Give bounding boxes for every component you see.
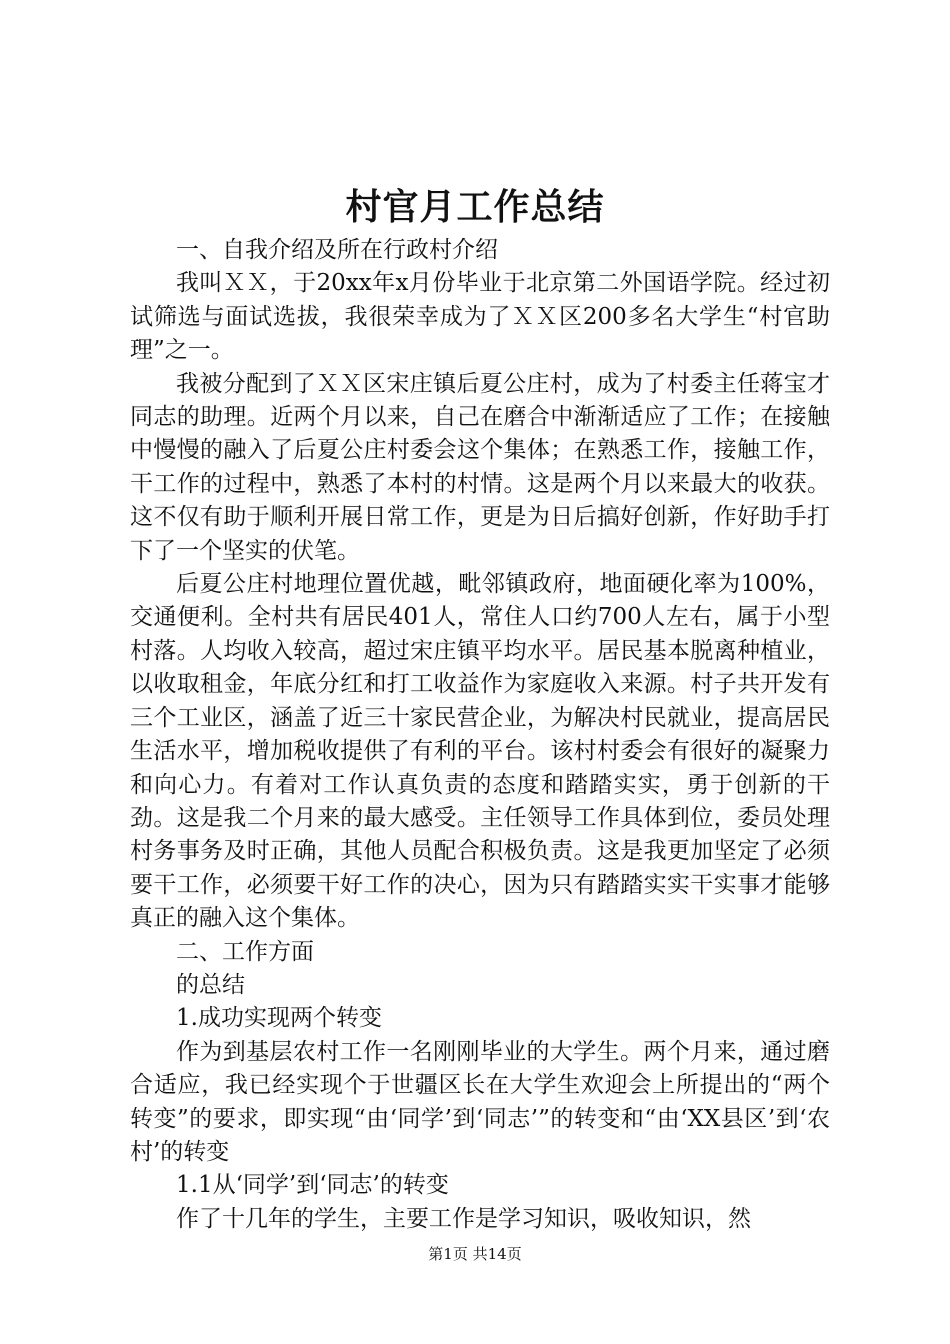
page-footer: 第1页 共14页 [428,1245,522,1263]
paragraph-two-transitions: 作为到基层农村工作一名刚刚毕业的大学生。两个月来，通过磨合适应，我已经实现个于世疆区长在大学生欢迎会上所提出的“两个转变”的要求，即实现“由‘同学’到‘同志’”的转变和“由‘XX县区’到‘农村’的转变 [130,1038,830,1165]
subheading-1-1: 1.1从‘同学’到‘同志’的转变 [176,1172,449,1199]
document-title: 村官月工作总结 [345,186,605,228]
subheading-1: 1.成功实现两个转变 [176,1005,382,1032]
paragraph-assignment: 我被分配到了ＸＸ区宋庄镇后夏公庄村，成为了村委主任蒋宝才同志的助理。近两个月以来，自己在磨合中渐渐适应了工作；在接触中慢慢的融入了后夏公庄村委会这个集体；在熟悉工作，接触工作，干工作的过程中，熟悉了本村的村情。这是两个月以来最大的收获。这不仅有助于顺利开展日常工作，更是为日后搞好创新，作好助手打下了一个坚实的伏笔。 [130,370,830,564]
section-heading-2-cont: 的总结 [176,971,245,998]
paragraph-student-years: 作了十几年的学生，主要工作是学习知识，吸收知识，然 [176,1205,751,1232]
paragraph-village-intro: 后夏公庄村地理位置优越，毗邻镇政府，地面硬化率为100%，交通便利。全村共有居民401人，常住人口约700人左右，属于小型村落。人均收入较高，超过宋庄镇平均水平。居民基本脱离种植业，以收取租金，年底分红和打工收益作为家庭收入来源。村子共开发有三个工业区，涵盖了近三十家民营企业，为解决村民就业，提高居民生活水平，增加税收提供了有利的平台。该村村委会有很好的凝聚力和向心力。有着对工作认真负责的态度和踏踏实实，勇于创新的干劲。这是我二个月来的最大感受。主任领导工作具体到位，委员处理村务事务及时正确，其他人员配合积极负责。这是我更加坚定了必须要干工作，必须要干好工作的决心，因为只有踏踏实实干实事才能够真正的融入这个集体。 [130,571,830,932]
document-body [130,234,830,1236]
section-heading-2: 二、工作方面 [176,938,314,965]
paragraph-self-intro: 我叫ＸＸ，于20xx年x月份毕业于北京第二外国语学院。经过初试筛选与面试选拔，我很荣幸成为了ＸＸ区200多名大学生“村官助理”之一。 [130,270,830,364]
section-heading-1: 一、自我介绍及所在行政村介绍 [176,237,498,263]
